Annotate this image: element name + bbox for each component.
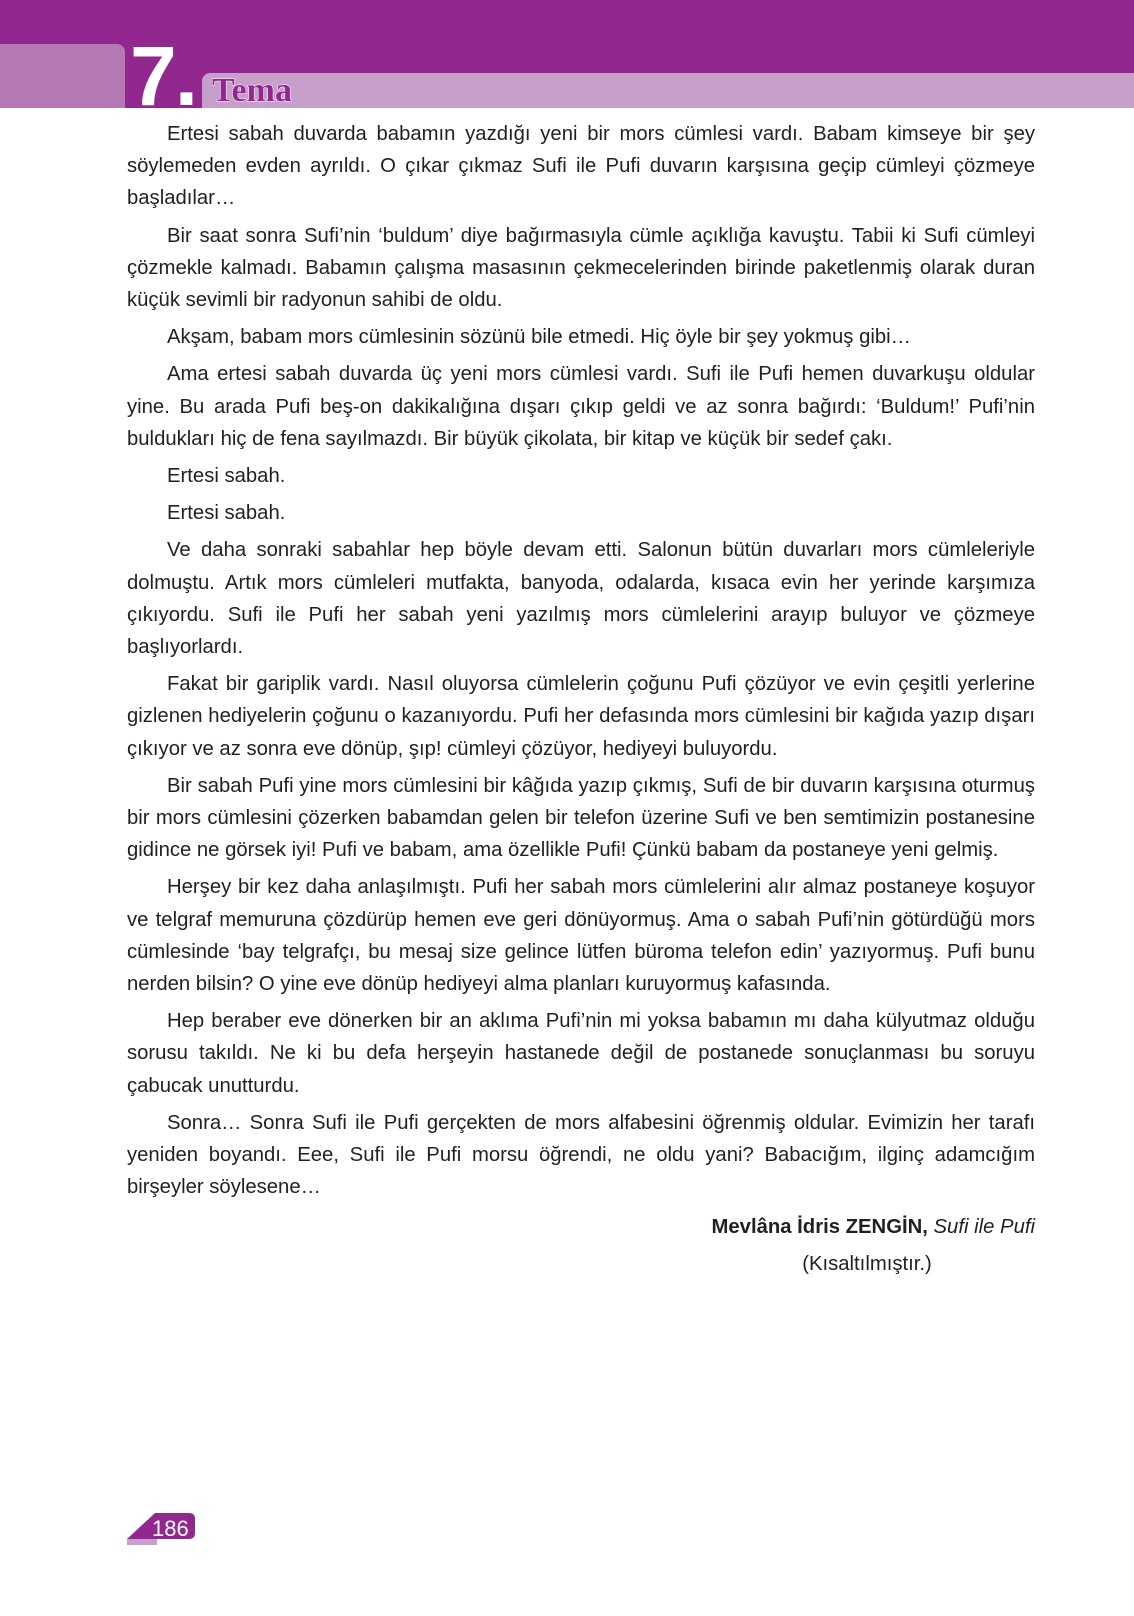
abridged-note: (Kısaltılmıştır.) <box>802 1252 932 1275</box>
author-name: Mevlâna İdris ZENGİN, <box>711 1215 928 1238</box>
attribution <box>127 1209 1035 1246</box>
paragraph: Bir sabah Pufi yine mors cümlesini bir kâğıda yazıp çıkmış, Sufi de bir duvarın karşısına oturmuş bir mors cümlesini çözerken babamdan gelen bir telefon üzerine Sufi ve ben semtimizin postanesine gidince ne görsek iyi! Pufi ve babam, ama özellikle Pufi! Çünkü babam da postaneye yeni gelmiş. <box>127 774 1035 862</box>
paragraph: Ve daha sonraki sabahlar hep böyle devam etti. Salonun bütün duvarları mors cümleleriyle dolmuştu. Artık mors cümleleri mutfakta, banyoda, odalarda, kısaca evin her yerinde karşımıza çıkıyordu. Sufi ile Pufi her sabah yeni yazılmış mors cümlelerini arayıp buluyor ve çözmeye başlıyorlardı. <box>127 539 1035 659</box>
paragraph: Hep beraber eve dönerken bir an aklıma Pufi’nin mi yoksa babamın mı daha külyutmaz olduğu sorusu takıldı. Ne ki bu defa herşeyin hastanede değil de postanede sonuçlanması bu soruyu çabucak unutturdu. <box>127 1010 1035 1097</box>
work-title: Sufi ile Pufi <box>933 1215 1035 1238</box>
paragraph: Sonra… Sonra Sufi ile Pufi gerçekten de mors alfabesini öğrenmiş oldular. Evimizin her tarafı yeniden boyandı. Eee, Sufi ile Pufi morsu öğrendi, ne oldu yani? Babacığım, ilginç adamcığım birşeyler söylesene… <box>127 1111 1035 1199</box>
story-text <box>127 118 1035 1283</box>
header-left-block <box>0 44 125 108</box>
paragraph: Bir saat sonra Sufi’nin ‘buldum’ diye bağırmasıyla cümle açıklığa kavuştu. Tabii ki Sufi cümleyi çözmekle kalmadı. Babamın çalışma masasının çekmecelerinden birinde paketlenmiş olarak duran küçük sevimli bir radyonun sahibi de oldu. <box>127 224 1035 312</box>
theme-label-bar <box>202 73 1134 108</box>
paragraph: Ertesi sabah duvarda babamın yazdığı yeni bir mors cümlesi vardı. Babam kimseye bir şey söylemeden evden ayrıldı. O çıkar çıkmaz Sufi ile Pufi duvarın karşısına geçip cümleyi çözmeye başladılar… <box>127 123 1035 210</box>
paragraph: Ertesi sabah. <box>167 465 286 488</box>
page-number: 186 <box>152 1516 189 1541</box>
paragraph: Akşam, babam mors cümlesinin sözünü bile etmedi. Hiç öyle bir şey yokmuş gibi… <box>167 326 911 349</box>
paragraph: Herşey bir kez daha anlaşılmıştı. Pufi her sabah mors cümlelerini alır almaz postaneye koşuyor ve telgraf memuruna çözdürüp hemen eve geri dönüyormuş. Ama o sabah Pufi’nin götürdüğü mors cümlesinde ‘bay telgrafçı, bu mesaj size gelince lütfen büroma telefon edin’ yazıyormuş. Pufi bunu nerden bilsin? O yine eve dönüp hediyeyi alma planları kuruyormuş kafasında. <box>127 876 1035 996</box>
note-row <box>127 1246 1035 1283</box>
paragraph: Ama ertesi sabah duvarda üç yeni mors cümlesi vardı. Sufi ile Pufi hemen duvarkuşu oldular yine. Bu arada Pufi beş-on dakikalığına dışarı çıkıp geldi ve az sonra bağırdı: ‘Buldum!’ Pufi’nin buldukları hiç de fena sayılmazdı. Bir büyük çikolata, bir kitap ve küçük bir sedef çakı. <box>127 363 1035 450</box>
paragraph: Ertesi sabah. <box>167 502 286 525</box>
paragraph: Fakat bir gariplik vardı. Nasıl oluyorsa cümlelerin çoğunu Pufi çözüyor ve evin çeşitli yerlerine gizlenen hediyelerin çoğunu o kazanıyordu. Pufi her defasında mors cümlesini bir kağıda yazıp dışarı çıkıyor ve az sonra eve dönüp, şıp! cümleyi çözüyor, hediyeyi buluyordu. <box>127 673 1035 760</box>
theme-label: Tema <box>212 72 292 109</box>
chapter-number: 7. <box>130 29 197 123</box>
